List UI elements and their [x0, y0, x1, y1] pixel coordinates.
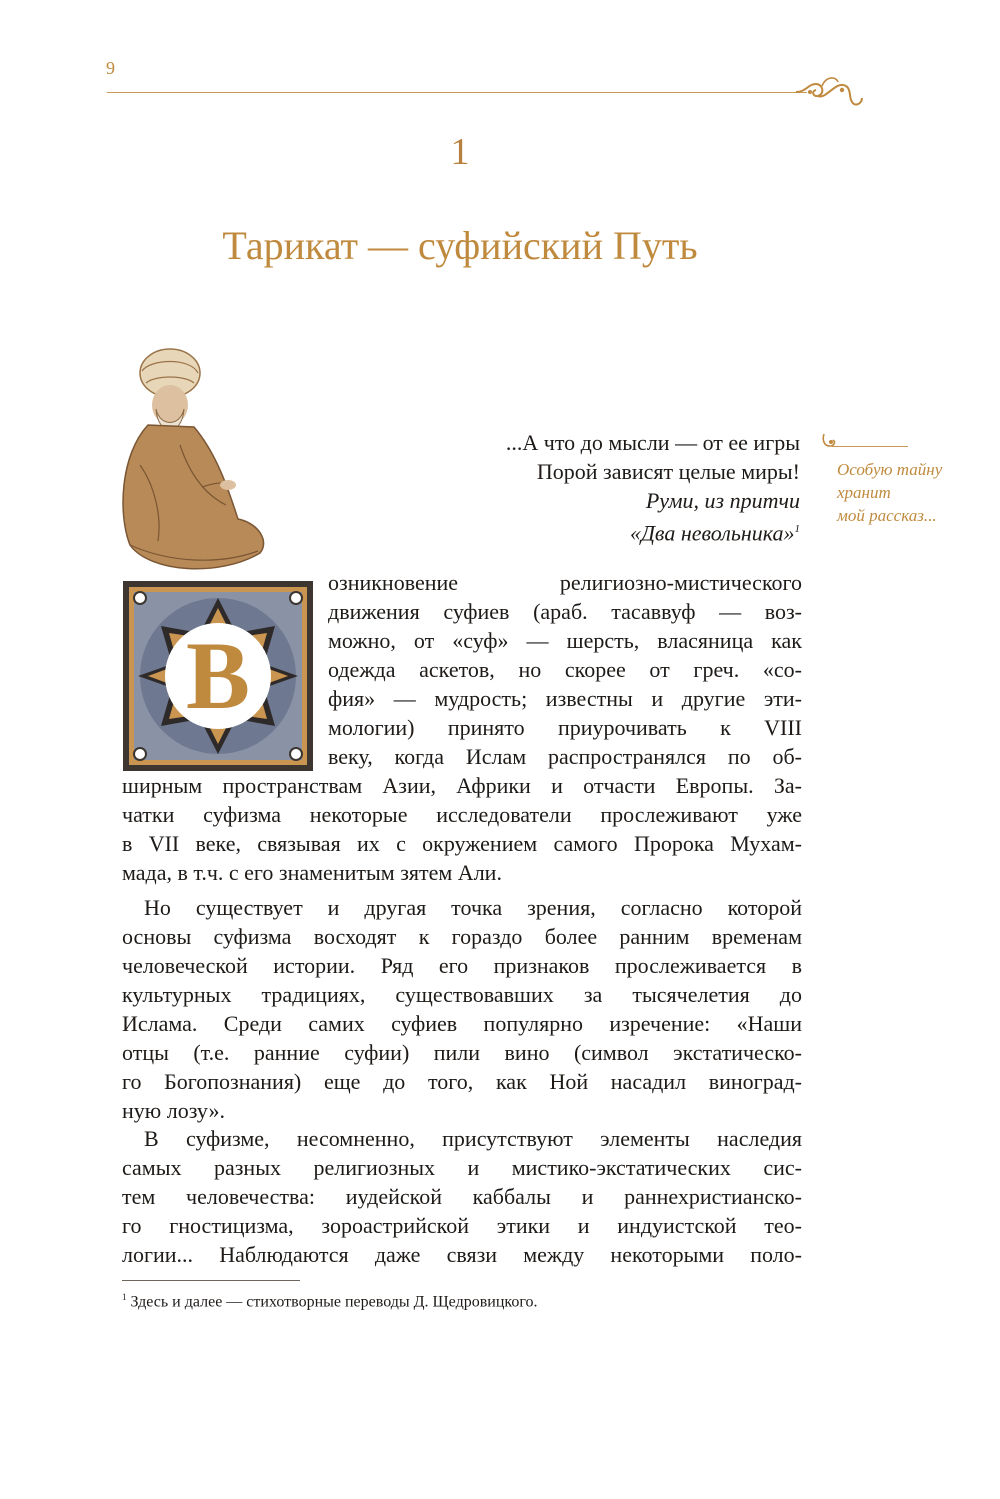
text-line: чатки суфизма некоторые исследователи прослеживают уже: [122, 802, 802, 827]
margin-note-rule: [832, 446, 908, 447]
chapter-number: 1: [450, 131, 470, 173]
text-line: в VII веке, связывая их с окружением самого Пророка Мухам-: [122, 831, 802, 856]
header-rule: [107, 92, 807, 93]
text-line: веку, когда Ислам распространялся по об-: [328, 744, 802, 769]
margin-note-line-1: Особую тайну: [837, 460, 943, 479]
epigraph-line-1: ...А что до мысли — от ее игры: [505, 430, 800, 455]
epigraph-source-line: [506, 515, 800, 547]
text-line: Ислама. Среди самих суфиев популярно изречение: «Наши: [122, 1011, 802, 1036]
text-line: ную лозу».: [122, 1098, 225, 1123]
ornament-flourish-icon: [796, 70, 866, 115]
footnote-text: Здесь и далее — стихотворные переводы Д. Щедровицкого.: [126, 1293, 538, 1311]
margin-note-text: [837, 458, 942, 527]
footnote-marker: 1: [122, 1292, 127, 1302]
margin-note-line-2: хранит: [837, 483, 891, 502]
text-line: отцы (т.е. ранние суфии) пили вино (символ экстатическо-: [122, 1040, 802, 1065]
text-line: озникновение религиозно-мистического: [328, 570, 802, 595]
footnote-rule: [122, 1280, 300, 1281]
text-line: мологии) принято приурочивать к VIII: [328, 715, 802, 740]
text-line: логии... Наблюдаются даже связи между некоторыми поло-: [122, 1242, 802, 1267]
epigraph-footnote-ref: 1: [794, 523, 800, 535]
body-paragraph-1: [122, 568, 802, 887]
text-line: можно, от «суф» — шерсть, власяница как: [328, 628, 802, 653]
text-line: В суфизме, несомненно, присутствуют элементы наследия: [144, 1126, 802, 1151]
text-line: Но существует и другая точка зрения, согласно которой: [144, 895, 802, 920]
text-line: ширным пространствам Азии, Африки и отчасти Европы. За-: [122, 773, 802, 798]
text-line: самых разных религиозных и мистико-экстатических сис-: [122, 1155, 802, 1180]
body-paragraph-2: [122, 893, 802, 1125]
epigraph: [506, 428, 800, 547]
margin-note-line-3: мой рассказ...: [837, 506, 937, 525]
epigraph-source: «Два невольника»: [629, 520, 795, 546]
chapter-title: Тарикат — суфийский Путь: [222, 223, 698, 268]
text-line: культурных традициях, существовавших за тысячелетия до: [122, 982, 802, 1007]
epigraph-line-2: Порой зависят целые миры!: [536, 459, 800, 484]
margin-flourish-icon: [820, 432, 838, 456]
footnote: [122, 1292, 538, 1311]
dropcap-letter: В: [185, 622, 251, 729]
text-line: го гностицизма, зороастрийской этики и индуистской тео-: [122, 1213, 802, 1238]
page-number: 9: [106, 58, 115, 78]
text-line: тем человечества: иудейской каббалы и раннехристианско-: [122, 1184, 802, 1209]
text-line: основы суфизма восходят к гораздо более ранним временам: [122, 924, 802, 949]
sufi-figure-illustration: [110, 345, 270, 585]
body-paragraph-3: [122, 1124, 802, 1269]
text-line: го Богопознания) еще до того, как Ной насадил виноград-: [122, 1069, 802, 1094]
epigraph-author: Руми, из притчи: [645, 488, 800, 513]
text-line: движения суфиев (араб. тасаввуф — воз-: [328, 599, 802, 624]
text-line: одежда аскетов, но скорее от греч. «со-: [328, 657, 802, 682]
text-line: мада, в т.ч. с его знаменитым зятем Али.: [122, 860, 502, 885]
text-line: человеческой истории. Ряд его признаков прослеживается в: [122, 953, 802, 978]
text-line: фия» — мудрость; известны и другие эти-: [328, 686, 802, 711]
